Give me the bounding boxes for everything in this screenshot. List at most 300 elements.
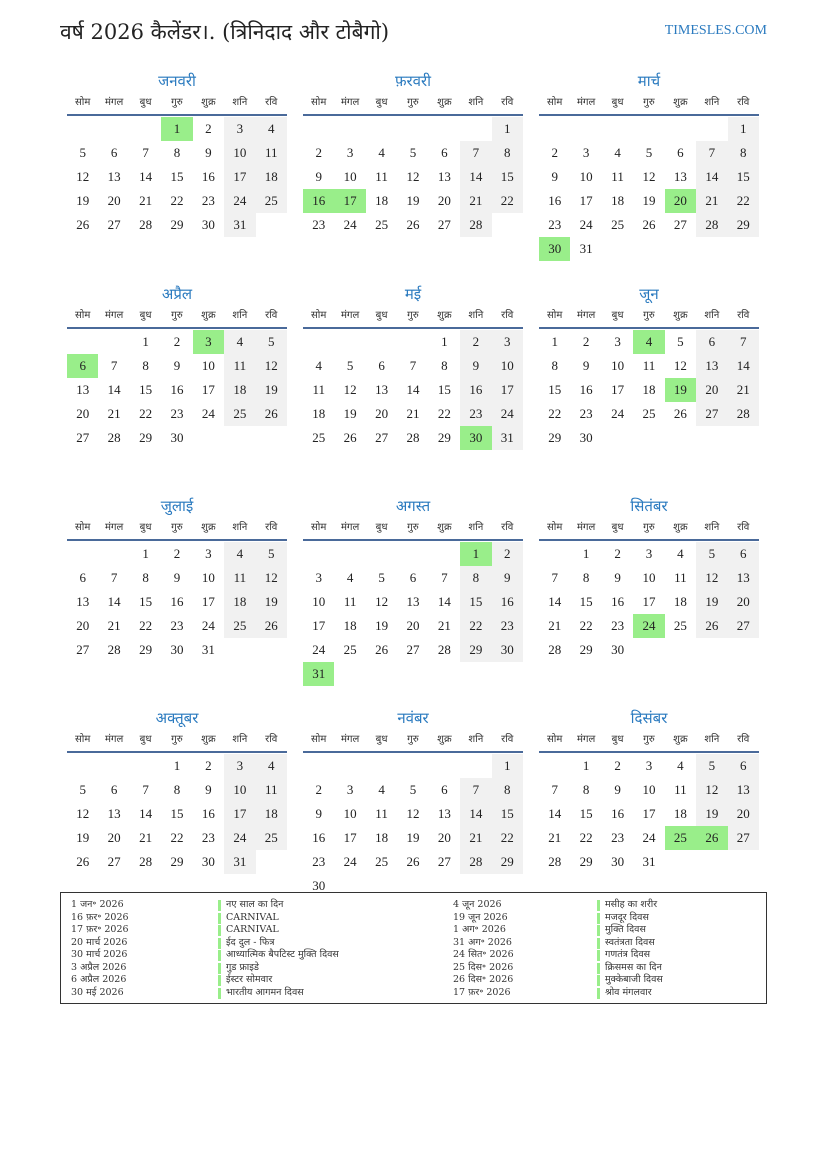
day-cell[interactable]: 20: [107, 193, 121, 208]
day-cell[interactable]: 11: [312, 382, 325, 397]
day-cell[interactable]: 18: [611, 193, 625, 208]
day-cell[interactable]: 23: [611, 830, 625, 845]
day-cell[interactable]: 19: [642, 193, 656, 208]
day-cell[interactable]: 30: [579, 430, 593, 445]
day-cell[interactable]: 11: [256, 778, 287, 802]
day-cell[interactable]: 8: [142, 570, 149, 585]
day-cell[interactable]: 1: [551, 334, 558, 349]
day-cell[interactable]: 16: [611, 806, 625, 821]
day-cell[interactable]: 20: [728, 590, 759, 614]
day-cell[interactable]: 4: [677, 758, 684, 773]
day-cell[interactable]: 25: [375, 854, 389, 869]
day-cell[interactable]: 10: [224, 141, 255, 165]
day-cell[interactable]: 24: [224, 189, 255, 213]
day-cell[interactable]: 10: [611, 358, 625, 373]
day-cell[interactable]: 7: [441, 570, 448, 585]
day-cell[interactable]: 24: [201, 618, 215, 633]
day-cell[interactable]: 31: [642, 854, 656, 869]
day-cell[interactable]: 28: [728, 402, 759, 426]
day-cell[interactable]: 16: [460, 378, 491, 402]
day-cell[interactable]: 11: [674, 782, 687, 797]
day-cell[interactable]: 19: [256, 590, 287, 614]
day-cell[interactable]: 8: [173, 782, 181, 797]
day-cell[interactable]: 13: [696, 354, 727, 378]
day-cell[interactable]: 28: [696, 213, 727, 237]
day-cell[interactable]: 22: [548, 406, 562, 421]
holiday-day-cell[interactable]: 16: [303, 189, 334, 213]
day-cell[interactable]: 4: [224, 542, 255, 566]
day-cell[interactable]: 7: [728, 330, 759, 354]
day-cell[interactable]: 5: [79, 782, 86, 797]
day-cell[interactable]: 23: [201, 830, 215, 845]
day-cell[interactable]: 27: [437, 217, 451, 232]
day-cell[interactable]: 13: [76, 594, 90, 609]
day-cell[interactable]: 30: [170, 430, 184, 445]
day-cell[interactable]: 2: [173, 334, 181, 349]
day-cell[interactable]: 18: [375, 193, 389, 208]
day-cell[interactable]: 6: [110, 782, 118, 797]
day-cell[interactable]: 12: [343, 382, 357, 397]
day-cell[interactable]: 4: [677, 546, 684, 561]
day-cell[interactable]: 16: [170, 594, 184, 609]
day-cell[interactable]: 28: [406, 430, 420, 445]
day-cell[interactable]: 16: [201, 169, 215, 184]
day-cell[interactable]: 2: [315, 145, 322, 160]
day-cell[interactable]: 30: [611, 854, 625, 869]
day-cell[interactable]: 9: [173, 358, 181, 373]
day-cell[interactable]: 28: [107, 642, 121, 657]
day-cell[interactable]: 12: [642, 169, 656, 184]
day-cell[interactable]: 30: [201, 854, 215, 869]
day-cell[interactable]: 6: [441, 782, 448, 797]
day-cell[interactable]: 19: [406, 830, 420, 845]
day-cell[interactable]: 25: [611, 217, 625, 232]
day-cell[interactable]: 6: [441, 145, 448, 160]
day-cell[interactable]: 1: [142, 546, 149, 561]
day-cell[interactable]: 3: [346, 782, 354, 797]
day-cell[interactable]: 21: [696, 189, 727, 213]
day-cell[interactable]: 10: [312, 594, 326, 609]
day-cell[interactable]: 25: [224, 614, 255, 638]
day-cell[interactable]: 4: [224, 330, 255, 354]
day-cell[interactable]: 21: [437, 618, 451, 633]
day-cell[interactable]: 26: [406, 217, 420, 232]
day-cell[interactable]: 13: [375, 382, 389, 397]
day-cell[interactable]: 17: [201, 382, 215, 397]
day-cell[interactable]: 22: [460, 614, 491, 638]
day-cell[interactable]: 22: [728, 189, 759, 213]
day-cell[interactable]: 18: [224, 590, 255, 614]
day-cell[interactable]: 21: [406, 406, 420, 421]
day-cell[interactable]: 5: [409, 782, 417, 797]
day-cell[interactable]: 28: [437, 642, 451, 657]
day-cell[interactable]: 9: [205, 145, 212, 160]
day-cell[interactable]: 16: [201, 806, 215, 821]
day-cell[interactable]: 29: [170, 854, 184, 869]
day-cell[interactable]: 8: [551, 358, 558, 373]
day-cell[interactable]: 9: [582, 358, 590, 373]
day-cell[interactable]: 1: [492, 117, 523, 141]
day-cell[interactable]: 27: [728, 826, 759, 850]
day-cell[interactable]: 20: [76, 618, 90, 633]
day-cell[interactable]: 7: [696, 141, 727, 165]
day-cell[interactable]: 4: [614, 145, 621, 160]
day-cell[interactable]: 22: [579, 830, 593, 845]
day-cell[interactable]: 23: [170, 618, 184, 633]
day-cell[interactable]: 16: [312, 830, 326, 845]
holiday-day-cell[interactable]: 3: [193, 330, 224, 354]
day-cell[interactable]: 15: [139, 594, 153, 609]
day-cell[interactable]: 3: [224, 754, 255, 778]
holiday-day-cell[interactable]: 4: [633, 330, 664, 354]
day-cell[interactable]: 8: [142, 358, 149, 373]
day-cell[interactable]: 23: [611, 618, 625, 633]
day-cell[interactable]: 27: [76, 642, 90, 657]
day-cell[interactable]: 24: [312, 642, 326, 657]
day-cell[interactable]: 8: [173, 145, 181, 160]
day-cell[interactable]: 30: [611, 642, 625, 657]
day-cell[interactable]: 20: [696, 378, 727, 402]
day-cell[interactable]: 26: [256, 402, 287, 426]
day-cell[interactable]: 9: [551, 169, 558, 184]
day-cell[interactable]: 8: [492, 778, 523, 802]
day-cell[interactable]: 28: [548, 854, 562, 869]
day-cell[interactable]: 26: [696, 614, 727, 638]
day-cell[interactable]: 13: [107, 806, 121, 821]
holiday-day-cell[interactable]: 30: [539, 237, 570, 261]
day-cell[interactable]: 26: [642, 217, 656, 232]
holiday-day-cell[interactable]: 31: [303, 662, 334, 686]
day-cell[interactable]: 12: [256, 566, 287, 590]
day-cell[interactable]: 30: [170, 642, 184, 657]
day-cell[interactable]: 22: [139, 618, 153, 633]
holiday-day-cell[interactable]: 24: [633, 614, 664, 638]
day-cell[interactable]: 24: [343, 217, 357, 232]
day-cell[interactable]: 3: [582, 145, 590, 160]
day-cell[interactable]: 8: [441, 358, 448, 373]
day-cell[interactable]: 18: [224, 378, 255, 402]
day-cell[interactable]: 19: [406, 193, 420, 208]
day-cell[interactable]: 6: [378, 358, 385, 373]
day-cell[interactable]: 5: [79, 145, 86, 160]
day-cell[interactable]: 22: [579, 618, 593, 633]
day-cell[interactable]: 27: [107, 217, 121, 232]
day-cell[interactable]: 28: [548, 642, 562, 657]
day-cell[interactable]: 1: [492, 754, 523, 778]
day-cell[interactable]: 9: [173, 570, 181, 585]
day-cell[interactable]: 4: [315, 358, 322, 373]
day-cell[interactable]: 15: [437, 382, 451, 397]
day-cell[interactable]: 13: [406, 594, 420, 609]
day-cell[interactable]: 8: [582, 782, 590, 797]
day-cell[interactable]: 26: [343, 430, 357, 445]
day-cell[interactable]: 17: [611, 382, 625, 397]
day-cell[interactable]: 29: [437, 430, 451, 445]
day-cell[interactable]: 7: [110, 570, 118, 585]
day-cell[interactable]: 16: [492, 590, 523, 614]
day-cell[interactable]: 24: [611, 406, 625, 421]
holiday-day-cell[interactable]: 19: [665, 378, 696, 402]
day-cell[interactable]: 11: [343, 594, 357, 609]
holiday-day-cell[interactable]: 1: [161, 117, 192, 141]
day-cell[interactable]: 2: [551, 145, 558, 160]
day-cell[interactable]: 4: [256, 117, 287, 141]
day-cell[interactable]: 18: [312, 406, 326, 421]
day-cell[interactable]: 27: [76, 430, 90, 445]
day-cell[interactable]: 22: [492, 826, 523, 850]
day-cell[interactable]: 11: [375, 806, 388, 821]
day-cell[interactable]: 30: [312, 878, 326, 893]
holiday-day-cell[interactable]: 26: [696, 826, 727, 850]
day-cell[interactable]: 29: [139, 642, 153, 657]
day-cell[interactable]: 11: [224, 566, 255, 590]
day-cell[interactable]: 5: [256, 542, 287, 566]
day-cell[interactable]: 10: [201, 570, 215, 585]
day-cell[interactable]: 5: [645, 145, 653, 160]
day-cell[interactable]: 17: [642, 594, 656, 609]
day-cell[interactable]: 17: [579, 193, 593, 208]
day-cell[interactable]: 13: [728, 566, 759, 590]
day-cell[interactable]: 7: [460, 141, 491, 165]
day-cell[interactable]: 10: [642, 782, 656, 797]
day-cell[interactable]: 5: [409, 145, 417, 160]
day-cell[interactable]: 25: [343, 642, 357, 657]
day-cell[interactable]: 29: [139, 430, 153, 445]
day-cell[interactable]: 29: [170, 217, 184, 232]
day-cell[interactable]: 15: [170, 169, 184, 184]
day-cell[interactable]: 17: [224, 802, 255, 826]
day-cell[interactable]: 12: [256, 354, 287, 378]
day-cell[interactable]: 23: [312, 217, 326, 232]
day-cell[interactable]: 13: [673, 169, 687, 184]
day-cell[interactable]: 17: [492, 378, 523, 402]
day-cell[interactable]: 21: [460, 189, 491, 213]
day-cell[interactable]: 21: [728, 378, 759, 402]
day-cell[interactable]: 22: [139, 406, 153, 421]
day-cell[interactable]: 10: [224, 778, 255, 802]
day-cell[interactable]: 28: [460, 850, 491, 874]
day-cell[interactable]: 1: [441, 334, 448, 349]
day-cell[interactable]: 10: [579, 169, 593, 184]
day-cell[interactable]: 12: [375, 594, 389, 609]
day-cell[interactable]: 9: [315, 169, 322, 184]
day-cell[interactable]: 17: [224, 165, 255, 189]
day-cell[interactable]: 31: [579, 241, 593, 256]
day-cell[interactable]: 15: [579, 594, 593, 609]
day-cell[interactable]: 14: [728, 354, 759, 378]
day-cell[interactable]: 20: [375, 406, 389, 421]
day-cell[interactable]: 6: [110, 145, 118, 160]
day-cell[interactable]: 25: [375, 217, 389, 232]
day-cell[interactable]: 25: [642, 406, 656, 421]
day-cell[interactable]: 29: [579, 642, 593, 657]
day-cell[interactable]: 12: [673, 358, 687, 373]
day-cell[interactable]: 2: [460, 330, 491, 354]
day-cell[interactable]: 18: [673, 806, 687, 821]
holiday-day-cell[interactable]: 25: [665, 826, 696, 850]
day-cell[interactable]: 11: [224, 354, 255, 378]
day-cell[interactable]: 23: [170, 406, 184, 421]
day-cell[interactable]: 14: [139, 806, 153, 821]
day-cell[interactable]: 5: [378, 570, 385, 585]
day-cell[interactable]: 26: [673, 406, 687, 421]
day-cell[interactable]: 26: [76, 854, 90, 869]
day-cell[interactable]: 3: [492, 330, 523, 354]
day-cell[interactable]: 28: [139, 854, 153, 869]
day-cell[interactable]: 11: [256, 141, 287, 165]
day-cell[interactable]: 24: [642, 830, 656, 845]
day-cell[interactable]: 17: [343, 830, 357, 845]
day-cell[interactable]: 1: [142, 334, 149, 349]
day-cell[interactable]: 9: [614, 570, 621, 585]
day-cell[interactable]: 6: [696, 330, 727, 354]
day-cell[interactable]: 11: [611, 169, 624, 184]
day-cell[interactable]: 14: [460, 165, 491, 189]
day-cell[interactable]: 28: [460, 213, 491, 237]
day-cell[interactable]: 24: [201, 406, 215, 421]
day-cell[interactable]: 11: [375, 169, 388, 184]
day-cell[interactable]: 3: [315, 570, 322, 585]
day-cell[interactable]: 12: [76, 806, 90, 821]
day-cell[interactable]: 12: [696, 566, 727, 590]
day-cell[interactable]: 22: [437, 406, 451, 421]
holiday-day-cell[interactable]: 30: [460, 426, 491, 450]
day-cell[interactable]: 22: [492, 189, 523, 213]
site-link[interactable]: TIMESLES.COM: [664, 23, 767, 38]
day-cell[interactable]: 18: [256, 802, 287, 826]
day-cell[interactable]: 15: [492, 165, 523, 189]
day-cell[interactable]: 29: [460, 638, 491, 662]
day-cell[interactable]: 9: [492, 566, 523, 590]
day-cell[interactable]: 15: [548, 382, 562, 397]
day-cell[interactable]: 21: [139, 193, 153, 208]
day-cell[interactable]: 2: [582, 334, 590, 349]
day-cell[interactable]: 19: [696, 590, 727, 614]
day-cell[interactable]: 22: [170, 193, 184, 208]
day-cell[interactable]: 31: [201, 642, 215, 657]
day-cell[interactable]: 9: [614, 782, 621, 797]
day-cell[interactable]: 14: [548, 806, 562, 821]
day-cell[interactable]: 7: [551, 570, 558, 585]
day-cell[interactable]: 18: [343, 618, 357, 633]
day-cell[interactable]: 14: [437, 594, 451, 609]
day-cell[interactable]: 20: [437, 193, 451, 208]
day-cell[interactable]: 26: [406, 854, 420, 869]
holiday-day-cell[interactable]: 6: [67, 354, 98, 378]
day-cell[interactable]: 9: [205, 782, 212, 797]
day-cell[interactable]: 28: [107, 430, 121, 445]
day-cell[interactable]: 20: [437, 830, 451, 845]
day-cell[interactable]: 27: [696, 402, 727, 426]
day-cell[interactable]: 2: [614, 758, 621, 773]
day-cell[interactable]: 7: [142, 782, 149, 797]
day-cell[interactable]: 19: [343, 406, 357, 421]
day-cell[interactable]: 17: [642, 806, 656, 821]
day-cell[interactable]: 14: [548, 594, 562, 609]
day-cell[interactable]: 30: [492, 638, 523, 662]
day-cell[interactable]: 14: [460, 802, 491, 826]
day-cell[interactable]: 13: [107, 169, 121, 184]
day-cell[interactable]: 12: [696, 778, 727, 802]
day-cell[interactable]: 23: [492, 614, 523, 638]
day-cell[interactable]: 25: [224, 402, 255, 426]
day-cell[interactable]: 10: [343, 806, 357, 821]
day-cell[interactable]: 3: [224, 117, 255, 141]
day-cell[interactable]: 14: [139, 169, 153, 184]
day-cell[interactable]: 15: [579, 806, 593, 821]
day-cell[interactable]: 9: [315, 806, 322, 821]
day-cell[interactable]: 2: [614, 546, 621, 561]
day-cell[interactable]: 15: [139, 382, 153, 397]
day-cell[interactable]: 29: [492, 850, 523, 874]
holiday-day-cell[interactable]: 17: [334, 189, 365, 213]
day-cell[interactable]: 13: [728, 778, 759, 802]
day-cell[interactable]: 3: [205, 546, 212, 561]
day-cell[interactable]: 20: [728, 802, 759, 826]
day-cell[interactable]: 29: [728, 213, 759, 237]
day-cell[interactable]: 14: [107, 594, 121, 609]
day-cell[interactable]: 7: [460, 778, 491, 802]
day-cell[interactable]: 27: [406, 642, 420, 657]
day-cell[interactable]: 31: [492, 426, 523, 450]
day-cell[interactable]: 27: [728, 614, 759, 638]
day-cell[interactable]: 17: [312, 618, 326, 633]
day-cell[interactable]: 18: [642, 382, 656, 397]
day-cell[interactable]: 14: [107, 382, 121, 397]
day-cell[interactable]: 8: [492, 141, 523, 165]
day-cell[interactable]: 1: [582, 546, 590, 561]
day-cell[interactable]: 22: [170, 830, 184, 845]
day-cell[interactable]: 6: [677, 145, 684, 160]
day-cell[interactable]: 20: [76, 406, 90, 421]
day-cell[interactable]: 6: [409, 570, 417, 585]
day-cell[interactable]: 3: [346, 145, 354, 160]
day-cell[interactable]: 9: [460, 354, 491, 378]
day-cell[interactable]: 8: [582, 570, 590, 585]
day-cell[interactable]: 6: [79, 570, 86, 585]
day-cell[interactable]: 1: [582, 758, 590, 773]
day-cell[interactable]: 7: [110, 358, 118, 373]
day-cell[interactable]: 23: [579, 406, 593, 421]
day-cell[interactable]: 18: [673, 594, 687, 609]
day-cell[interactable]: 15: [728, 165, 759, 189]
day-cell[interactable]: 12: [406, 169, 420, 184]
day-cell[interactable]: 5: [677, 334, 684, 349]
day-cell[interactable]: 17: [201, 594, 215, 609]
day-cell[interactable]: 19: [256, 378, 287, 402]
day-cell[interactable]: 4: [378, 782, 385, 797]
day-cell[interactable]: 23: [312, 854, 326, 869]
day-cell[interactable]: 25: [673, 618, 687, 633]
day-cell[interactable]: 2: [492, 542, 523, 566]
day-cell[interactable]: 7: [142, 145, 149, 160]
day-cell[interactable]: 18: [256, 165, 287, 189]
day-cell[interactable]: 19: [375, 618, 389, 633]
holiday-day-cell[interactable]: 1: [460, 542, 491, 566]
day-cell[interactable]: 21: [107, 618, 121, 633]
day-cell[interactable]: 27: [673, 217, 687, 232]
day-cell[interactable]: 23: [460, 402, 491, 426]
day-cell[interactable]: 12: [76, 169, 90, 184]
day-cell[interactable]: 29: [548, 430, 562, 445]
day-cell[interactable]: 16: [579, 382, 593, 397]
day-cell[interactable]: 19: [76, 193, 90, 208]
day-cell[interactable]: 5: [256, 330, 287, 354]
holiday-day-cell[interactable]: 20: [665, 189, 696, 213]
day-cell[interactable]: 6: [728, 542, 759, 566]
day-cell[interactable]: 14: [406, 382, 420, 397]
day-cell[interactable]: 27: [437, 854, 451, 869]
